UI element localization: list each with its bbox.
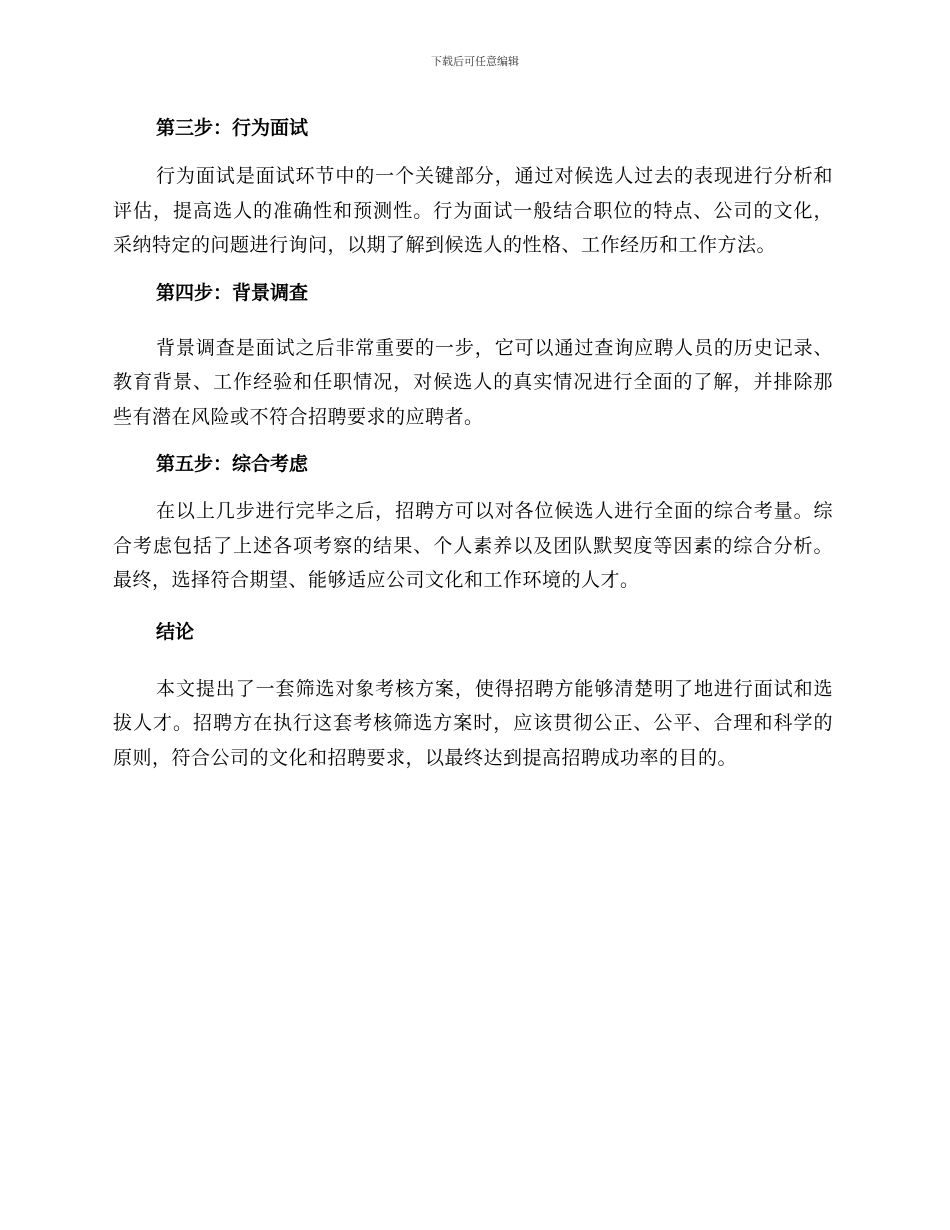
section-paragraph-conclusion: 本文提出了一套筛选对象考核方案，使得招聘方能够清楚明了地进行面试和选拔人才。招聘方在执行这套考核筛选方案时，应该贯彻公正、公平、合理和科学的原则，符合公司的文化和招聘要求，以最终达到提高招聘成功率的目的。: [113, 677, 833, 769]
section-heading-conclusion: 结论: [156, 620, 195, 643]
section-heading-step-4: 第四步：背景调查: [156, 281, 309, 304]
document-body: [113, 112, 833, 775]
section-paragraph-step-5: 在以上几步进行完毕之后，招聘方可以对各位候选人进行全面的综合考量。综合考虑包括了上述各项考察的结果、个人素养以及团队默契度等因素的综合分析。最终，选择符合期望、能够适应公司文化和工作环境的人才。: [113, 500, 833, 591]
section-paragraph-step-4: 背景调查是面试之后非常重要的一步，它可以通过查询应聘人员的历史记录、教育背景、工作经验和任职情况，对候选人的真实情况进行全面的了解，并排除那些有潜在风险或不符合招聘要求的应聘者。: [113, 336, 833, 428]
page-header: 下载后可任意编辑: [431, 55, 519, 68]
section-heading-step-5: 第五步：综合考虑: [156, 453, 309, 475]
section-paragraph-step-3: 行为面试是面试环节中的一个关键部分，通过对候选人过去的表现进行分析和评估，提高选人的准确性和预测性。行为面试一般结合职位的特点、公司的文化，采纳特定的问题进行询问，以期了解到候选人的性格、工作经历和工作方法。: [113, 165, 833, 256]
section-heading-step-3: 第三步：行为面试: [156, 117, 309, 139]
